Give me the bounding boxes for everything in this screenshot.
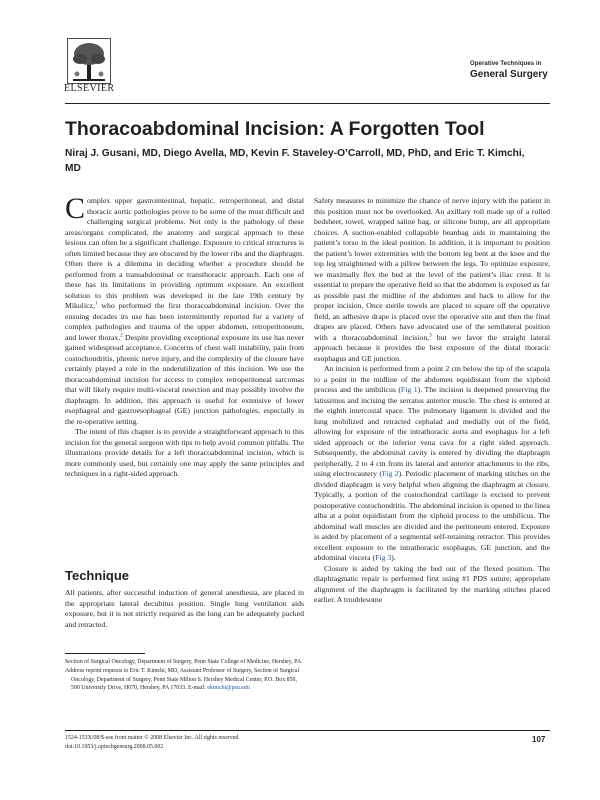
figure-1-link[interactable]: Fig 1 bbox=[400, 385, 418, 394]
drop-cap: C bbox=[65, 192, 86, 225]
intro-text-b: who performed the first thoracoabdominal incision. Over the ensuing decades its use has been intermittently reported for a variety of complex pathologies and trauma of the upper abdomen, retroperitoneum, and lower thorax. bbox=[65, 301, 304, 342]
intro-paragraph-2: The intent of this chapter is to provide a straightforward approach to this incision for the general surgeon with tips to help avoid common pitfalls. The illustrations provide details for a left thoracoabdominal incision, which is more commonly used, but certainly one may apply the same principles and techniques in a right-sided approach. bbox=[65, 427, 304, 478]
section-heading-technique: Technique bbox=[65, 568, 130, 583]
footer-divider bbox=[65, 730, 550, 731]
doi-line: doi:10.1053/j.optechgensurg.2008.05.002 bbox=[65, 743, 164, 750]
header-divider bbox=[65, 103, 550, 104]
right-p2-text-b: ). The incision is deepened preserving the latissimus and incising the serratus anterior muscle. The chest is entered at the eighth intercostal space. The pulmonary ligament is divided and the lung mobilized and retracted cephalad and medially out of the field, allowing for exposure of the intrathoracic aorta and esophagus for a left sided approach or the inferior vena cava for a right sided approach. Subsequently, the abdominal cavity is entered by dividing the diaphragm peripherally, 2 to 4 cm from its lateral and anterior attachments to the ribs, using electrocautery ( bbox=[314, 385, 550, 478]
publisher-wordmark: ELSEVIER bbox=[64, 83, 115, 94]
elsevier-tree-logo bbox=[67, 38, 111, 84]
technique-paragraph-1: All patients, after successful induction of general anesthesia, are placed in the appropriate lateral decubitus position. Single lung ventilation aids exposure, but it is not strictly required as the lung can be adequately packed and retracted. bbox=[65, 588, 304, 629]
right-p2-text-d: ). bbox=[391, 553, 396, 562]
journal-title-line2: General Surgery bbox=[470, 69, 548, 80]
reference-2[interactable]: 2 bbox=[120, 332, 123, 338]
reference-3[interactable]: 3 bbox=[429, 332, 432, 338]
figure-2-link[interactable]: Fig 2 bbox=[381, 469, 399, 478]
footnote-address bbox=[65, 667, 304, 692]
footnotes bbox=[65, 658, 304, 693]
article-title: Thoracoabdominal Incision: A Forgotten Tool bbox=[65, 118, 485, 140]
footnote-affiliation: Section of Surgical Oncology, Department of Surgery, Penn State College of Medicine, Hershey, PA. bbox=[65, 659, 303, 665]
right-p2-text-c: ). Periodic placement of marking stitches on the divided diaphragm is very helpful when aligning the diaphragm at closure. Typically, a portion of the costochondral cartilage is excised to prevent postoperative costochondritis. The abdominal incision is opened to the linea alba at a point equidistant from the xiphoid process to the umbilicus. The abdominal wall muscles are divided and the peritoneum entered. Exposure is aided by placement of a segmental self-retaining retractor. This provides excellent exposure to the intrathoracic esophagus, GE junction, and the abdominal viscera ( bbox=[314, 469, 551, 562]
left-column bbox=[65, 192, 304, 480]
reference-1[interactable]: 1 bbox=[94, 301, 98, 307]
journal-title-line1: Operative Techniques in bbox=[470, 61, 542, 67]
email-link[interactable]: ekimchi@psu.edu bbox=[207, 684, 250, 691]
right-paragraph-3: Closure is aided by taking the bed out of the flexed position. The diaphragmatic repair is performed first using #1 PDS suture; appropriate alignment of the diaphragm is facilitated by the marking stitches placed earlier. A troublesome bbox=[314, 563, 550, 604]
footer-info bbox=[65, 734, 240, 751]
right-p1-text-a: Safety measures to minimize the chance of nerve injury with the patient in this position must not be overlooked. An axillary roll made up of a rolled bedsheet, towel, wrapped saline bag, or silicone bump, are all appropriate choices. A suction-enabled collapsible beanbag aids in maintaining the patient’s torso in the ideal position. In addition, it is important to position the patient’s lower extremities with the bottom leg bent at the knee and the top leg straightened with a pillow between the legs. To optimize exposure, we maximally flex the bed at the level of the patient’s iliac crest. It is essential to prepare the operative field so that the abdomen is exposed as far as possible past the midline of the abdomen and back to allow for the proper incision. Once sterile towels are placed to square off the operative field, an adhesive drape is placed over the operative site and then the final drapes are placed. Others have advocated use of the semilateral position with a thoracoabdominal incision, bbox=[314, 196, 550, 342]
technique-section bbox=[65, 588, 304, 630]
right-paragraph-2 bbox=[314, 364, 550, 564]
right-p2-text-a: An incision is performed from a point 2 cm below the tip of the scapula to a point in the midline of the abdomen equidistant from the xiphoid process and the umbilicus ( bbox=[314, 364, 550, 394]
intro-text-c: Despite providing exceptional exposure its use has never gained widespread acceptance. Concerns of chest wall instability, pain from costochondritis, phrenic nerve injury, and the complexity of the closure have certainly played a role in the underutilization of this incision. We use the thoracoabdominal incision for access to complex retroperitoneal sarcomas that will likely require multi-visceral resection and may possibly involve the diaphragm. In addition, this approach is useful for extensive of lower esophageal and gastroesophageal (GE) junction pathologies, especially in the re-operative setting. bbox=[65, 332, 304, 426]
figure-3-link[interactable]: Fig 3 bbox=[375, 553, 392, 562]
right-column bbox=[314, 196, 550, 606]
right-paragraph-1 bbox=[314, 196, 550, 364]
right-p1-text-b: but we favor the straight lateral approach because it provides the best exposure of the distal thoracic esophagus and GE junction. bbox=[314, 332, 550, 363]
page-number: 107 bbox=[532, 735, 546, 744]
intro-paragraph-1 bbox=[65, 192, 304, 427]
copyright-line: 1524-153X/08/$-see front matter © 2008 Elsevier Inc. All rights reserved. bbox=[65, 735, 240, 741]
intro-text-a: omplex upper gastrointestinal, hepatic, retroperitoneal, and distal thoracic aortic pathologies prove to be some of the most difficult and challenging surgical problems. Not only is the pathology of these areas/organs complicated, the anatomy and surgical approach to these lesions can often be a significant challenge. Exposure to critical structures is often limited because they are obscured by the lower ribs and the diaphragm. Often there is a dilemma in deciding whether a procedure should be performed from a transabdominal or transthoracic approach. Each one of these has its limitations in providing optimum exposure. An excellent solution to this problem was developed in the late 19th century by Mikulicz, bbox=[65, 196, 304, 310]
author-list: Niraj J. Gusani, MD, Diego Avella, MD, Kevin F. Staveley-O’Carroll, MD, PhD, and Eric T. Kimchi, MD bbox=[65, 148, 525, 174]
footnote-divider bbox=[65, 653, 145, 654]
footnote-address-text: Address reprint requests to Eric T. Kimchi, MD, Assistant Professor of Surgery, Section of Surgical Oncology, Department of Surgery, Penn State Milton S. Hershey Medical Center, P.O. Box 850, 500 University Drive, H070, Hershey, PA 17033. E-mail: bbox=[65, 668, 300, 691]
journal-title bbox=[470, 61, 560, 80]
